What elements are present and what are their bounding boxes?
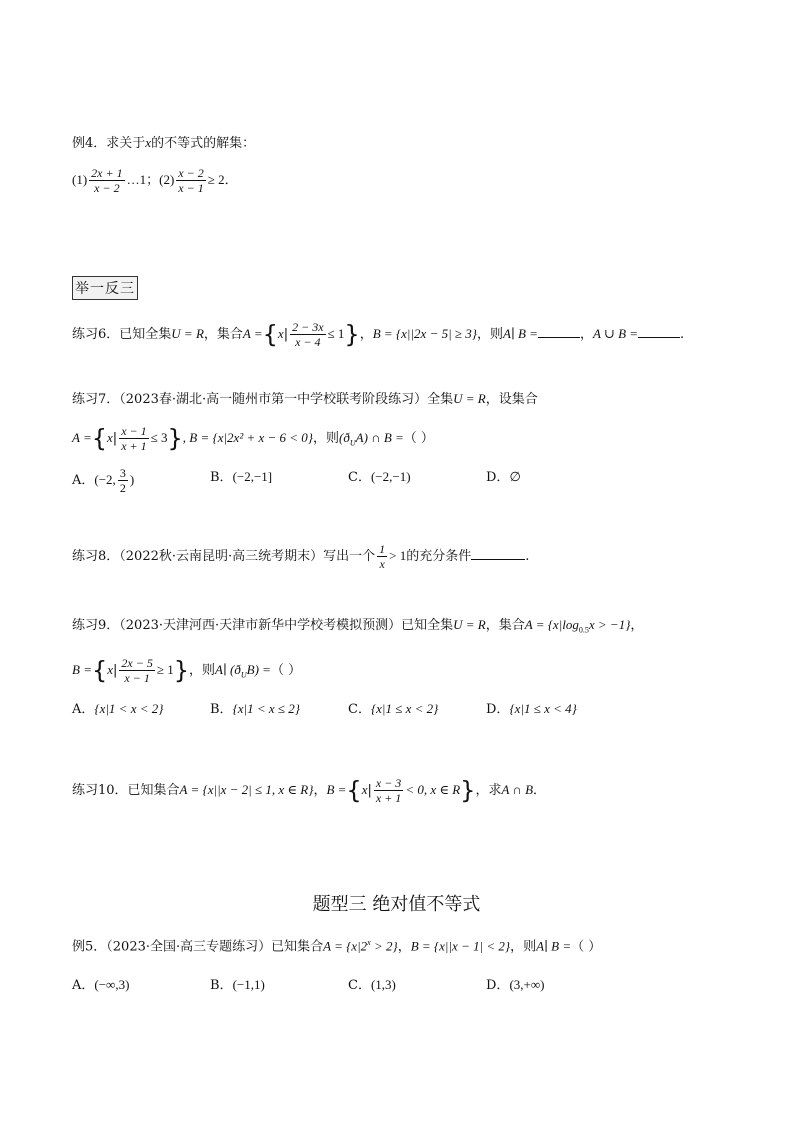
practice-7-line-2	[72, 424, 434, 453]
comma: ，	[397, 939, 411, 955]
example-4-formulas	[72, 166, 238, 195]
option-c-text: (−2,−1)	[370, 469, 411, 484]
example-4-text: 例4．求关于	[72, 136, 146, 151]
answer-paren: （ ）	[403, 431, 434, 446]
option-b[interactable]	[210, 468, 272, 487]
answer-blank-1[interactable]	[538, 325, 580, 338]
option-label: C．	[348, 470, 371, 485]
option-label: D．	[486, 470, 510, 485]
practice-8-line	[72, 542, 529, 571]
set-a-2: > 2}	[370, 938, 398, 954]
option-a[interactable]	[72, 700, 163, 719]
complement-expr: A∣ (ð	[215, 662, 241, 677]
practice-10-ask: ，求	[475, 783, 502, 798]
period: ．	[224, 173, 238, 188]
option-a-text: (−2,	[94, 472, 116, 487]
option-b-text: (−1,1)	[232, 977, 265, 992]
set-a-numerator: 2 − 3x	[292, 320, 324, 334]
option-label: B．	[210, 702, 233, 717]
example-5-line	[72, 934, 601, 956]
option-c[interactable]	[348, 468, 411, 487]
option-label: A．	[72, 978, 95, 993]
comma: ，	[313, 783, 327, 798]
option-a-numerator: 3	[119, 466, 126, 480]
section-heading-box: 举一反三	[72, 276, 138, 300]
set-a: A = {x|log	[524, 617, 579, 632]
option-d[interactable]	[486, 468, 521, 487]
practice-7-text: 练习7．（2023春·湖北·高一随州市第一中学校联考阶段练习）全集	[72, 392, 454, 407]
right-brace: }	[167, 424, 183, 453]
universal-set: U = R	[453, 617, 486, 632]
set-a-denominator: x − 4	[290, 334, 325, 349]
fraction-2-numerator: x − 2	[178, 166, 204, 180]
option-a-denominator: 2	[119, 481, 126, 495]
practice-8-fraction	[377, 542, 387, 571]
option-d-text: ∅	[509, 469, 521, 484]
set-b-numerator: 2x − 5	[121, 656, 153, 670]
option-a[interactable]	[72, 466, 134, 495]
complement-subscript: U	[349, 438, 356, 448]
option-d[interactable]	[486, 976, 544, 995]
option-c[interactable]	[348, 976, 396, 995]
option-label: C．	[348, 978, 371, 993]
universal-set: U = R	[453, 391, 486, 406]
option-c-text: (1,3)	[370, 977, 396, 992]
comma: ，	[630, 618, 644, 633]
complement-expr-2: B) =	[246, 662, 271, 677]
right-brace: }	[173, 656, 190, 685]
practice-9-then: ，则	[189, 663, 216, 678]
set-bar: |	[113, 663, 118, 678]
complement-expr: (ð	[339, 430, 350, 445]
practice-6-text-2: ，集合	[203, 327, 243, 342]
example-5-then: ，则	[510, 939, 537, 955]
option-b[interactable]	[210, 976, 265, 995]
complement-expr-2: A) ∩ B =	[355, 430, 404, 445]
practice-9-text-mid: ，集合	[485, 618, 525, 633]
option-label: A．	[72, 702, 95, 717]
log-base: 0.5	[578, 625, 589, 635]
answer-blank[interactable]	[471, 547, 525, 560]
left-brace: {	[262, 320, 278, 349]
set-b: B = {x||x − 1| < 2}	[410, 938, 511, 954]
set-bar: |	[112, 431, 118, 446]
option-c[interactable]	[348, 700, 438, 719]
section-3-title: 题型三 绝对值不等式	[312, 894, 481, 915]
set-b: , B = {x|2x² + x − 6 < 0}	[182, 430, 314, 445]
option-a-text: {x|1 < x < 2}	[94, 701, 164, 716]
practice-6-then: ，则	[477, 327, 504, 342]
practice-9-text: 练习9．（2023·天津河西·天津市新华中学校考模拟预测）已知全集	[72, 618, 454, 633]
set-b-label: B =	[72, 662, 92, 677]
set-a-label: A =	[72, 430, 92, 445]
option-a-close: )	[129, 472, 135, 487]
set-b-numerator: x − 3	[375, 776, 402, 790]
union-expr: A ∪ B =	[592, 326, 639, 341]
left-brace: {	[91, 424, 108, 453]
set-a: A = {x|2	[323, 938, 368, 954]
set-bar: |	[283, 327, 289, 342]
left-brace: {	[346, 776, 362, 805]
set-a-relation: ≤ 3	[150, 430, 168, 445]
example-5-text: 例5．（2023·全国·高三专题练习）已知集合	[72, 939, 324, 955]
practice-7-line-1	[72, 390, 538, 409]
separator: ；	[146, 173, 160, 188]
intersection-expr: A∣ B =	[536, 938, 572, 954]
practice-7-text-end: ，设集合	[485, 392, 538, 407]
example-4-line	[72, 134, 255, 153]
set-b: B = {x||2x − 5| ≥ 3}	[372, 326, 477, 341]
option-a-text: (−∞,3)	[94, 977, 130, 992]
set-a-fraction	[119, 424, 148, 453]
period: .	[680, 327, 685, 342]
inequality-1-relation: …1	[126, 172, 147, 187]
answer-blank-2[interactable]	[638, 325, 680, 338]
period: ．	[533, 783, 547, 798]
set-a-fraction	[290, 320, 325, 349]
option-a[interactable]	[72, 976, 129, 995]
fraction-2-denominator: x − 1	[178, 181, 204, 195]
example-4-text-end: 的不等式的解集：	[151, 136, 256, 151]
comma: ，	[359, 327, 373, 342]
set-a-var: x	[277, 326, 284, 341]
set-a: A = {x||x − 2| ≤ 1, x ∈ R}	[179, 782, 314, 797]
practice-8-text-2: 的充分条件	[406, 549, 472, 564]
option-c-text: {x|1 ≤ x < 2}	[370, 701, 439, 716]
practice-10-line	[72, 776, 546, 805]
variable-x: x	[145, 135, 152, 150]
fraction-1-numerator: 2x + 1	[91, 166, 123, 180]
option-label: D．	[486, 702, 510, 717]
practice-9-line-1	[72, 616, 643, 640]
period: .	[525, 549, 530, 564]
right-brace: }	[344, 320, 360, 349]
answer-paren: （ ）	[270, 663, 302, 678]
comma-2: ，	[579, 327, 593, 342]
set-a-label: A =	[242, 326, 263, 341]
option-d-text: {x|1 ≤ x < 4}	[509, 701, 577, 716]
set-a-denominator: x + 1	[121, 439, 147, 453]
practice-10-text: 练习10．已知集合	[72, 783, 180, 798]
set-bar: |	[367, 783, 372, 798]
set-a-relation: ≤ 1	[327, 326, 345, 341]
set-b-denominator: x + 1	[375, 791, 402, 805]
fraction-1-denominator: x − 2	[89, 180, 124, 195]
option-b-text: {x|1 < x ≤ 2}	[232, 701, 300, 716]
exponent: x	[367, 938, 371, 947]
option-d-text: (3,+∞)	[509, 977, 545, 992]
intersection-expr: A ∩ B	[501, 782, 534, 797]
option-b[interactable]	[210, 700, 300, 719]
practice-6-text: 练习6．已知全集	[72, 327, 172, 342]
set-a-2: x > −1}	[588, 617, 631, 632]
part-1-label: (1)	[72, 172, 88, 187]
option-d[interactable]	[486, 700, 577, 719]
inequality-relation: > 1	[389, 548, 407, 563]
left-brace: {	[91, 656, 108, 685]
intersection-expr: A∣ B =	[503, 326, 538, 341]
option-label: B．	[210, 470, 233, 485]
right-brace: }	[460, 776, 476, 805]
practice-9-line-2	[72, 656, 301, 685]
set-b-relation: ≥ 1	[156, 662, 174, 677]
option-label: B．	[210, 978, 233, 993]
fraction-1	[89, 166, 124, 195]
set-b-var: x	[107, 662, 114, 677]
option-b-text: (−2,−1]	[232, 469, 273, 484]
fraction-numerator: 1	[379, 542, 386, 556]
universal-set: U = R	[171, 326, 204, 341]
answer-paren: （ ）	[571, 939, 602, 955]
option-label: C．	[348, 702, 371, 717]
set-a-numerator: x − 1	[121, 424, 147, 438]
option-a-fraction	[118, 466, 128, 495]
set-b-denominator: x − 1	[119, 670, 154, 685]
set-b-fraction	[119, 656, 154, 685]
option-label: D．	[486, 978, 510, 993]
practice-8-text: 练习8．（2022秋·云南昆明·高三统考期末）写出一个	[72, 549, 376, 564]
fraction-denominator: x	[377, 556, 387, 571]
set-b-var: x	[361, 782, 368, 797]
set-b-relation: < 0, x ∈ R	[405, 782, 461, 797]
fraction-2	[176, 166, 205, 195]
option-label: A．	[72, 473, 95, 488]
inequality-2-relation: ≥ 2	[207, 172, 225, 187]
set-b-label: B =	[326, 782, 347, 797]
set-b-fraction	[374, 776, 403, 805]
complement-subscript: U	[240, 670, 247, 680]
part-2-label: (2)	[159, 172, 175, 187]
practice-6-line	[72, 320, 684, 349]
practice-7-then: ，则	[313, 431, 340, 446]
set-a-var: x	[107, 430, 113, 445]
